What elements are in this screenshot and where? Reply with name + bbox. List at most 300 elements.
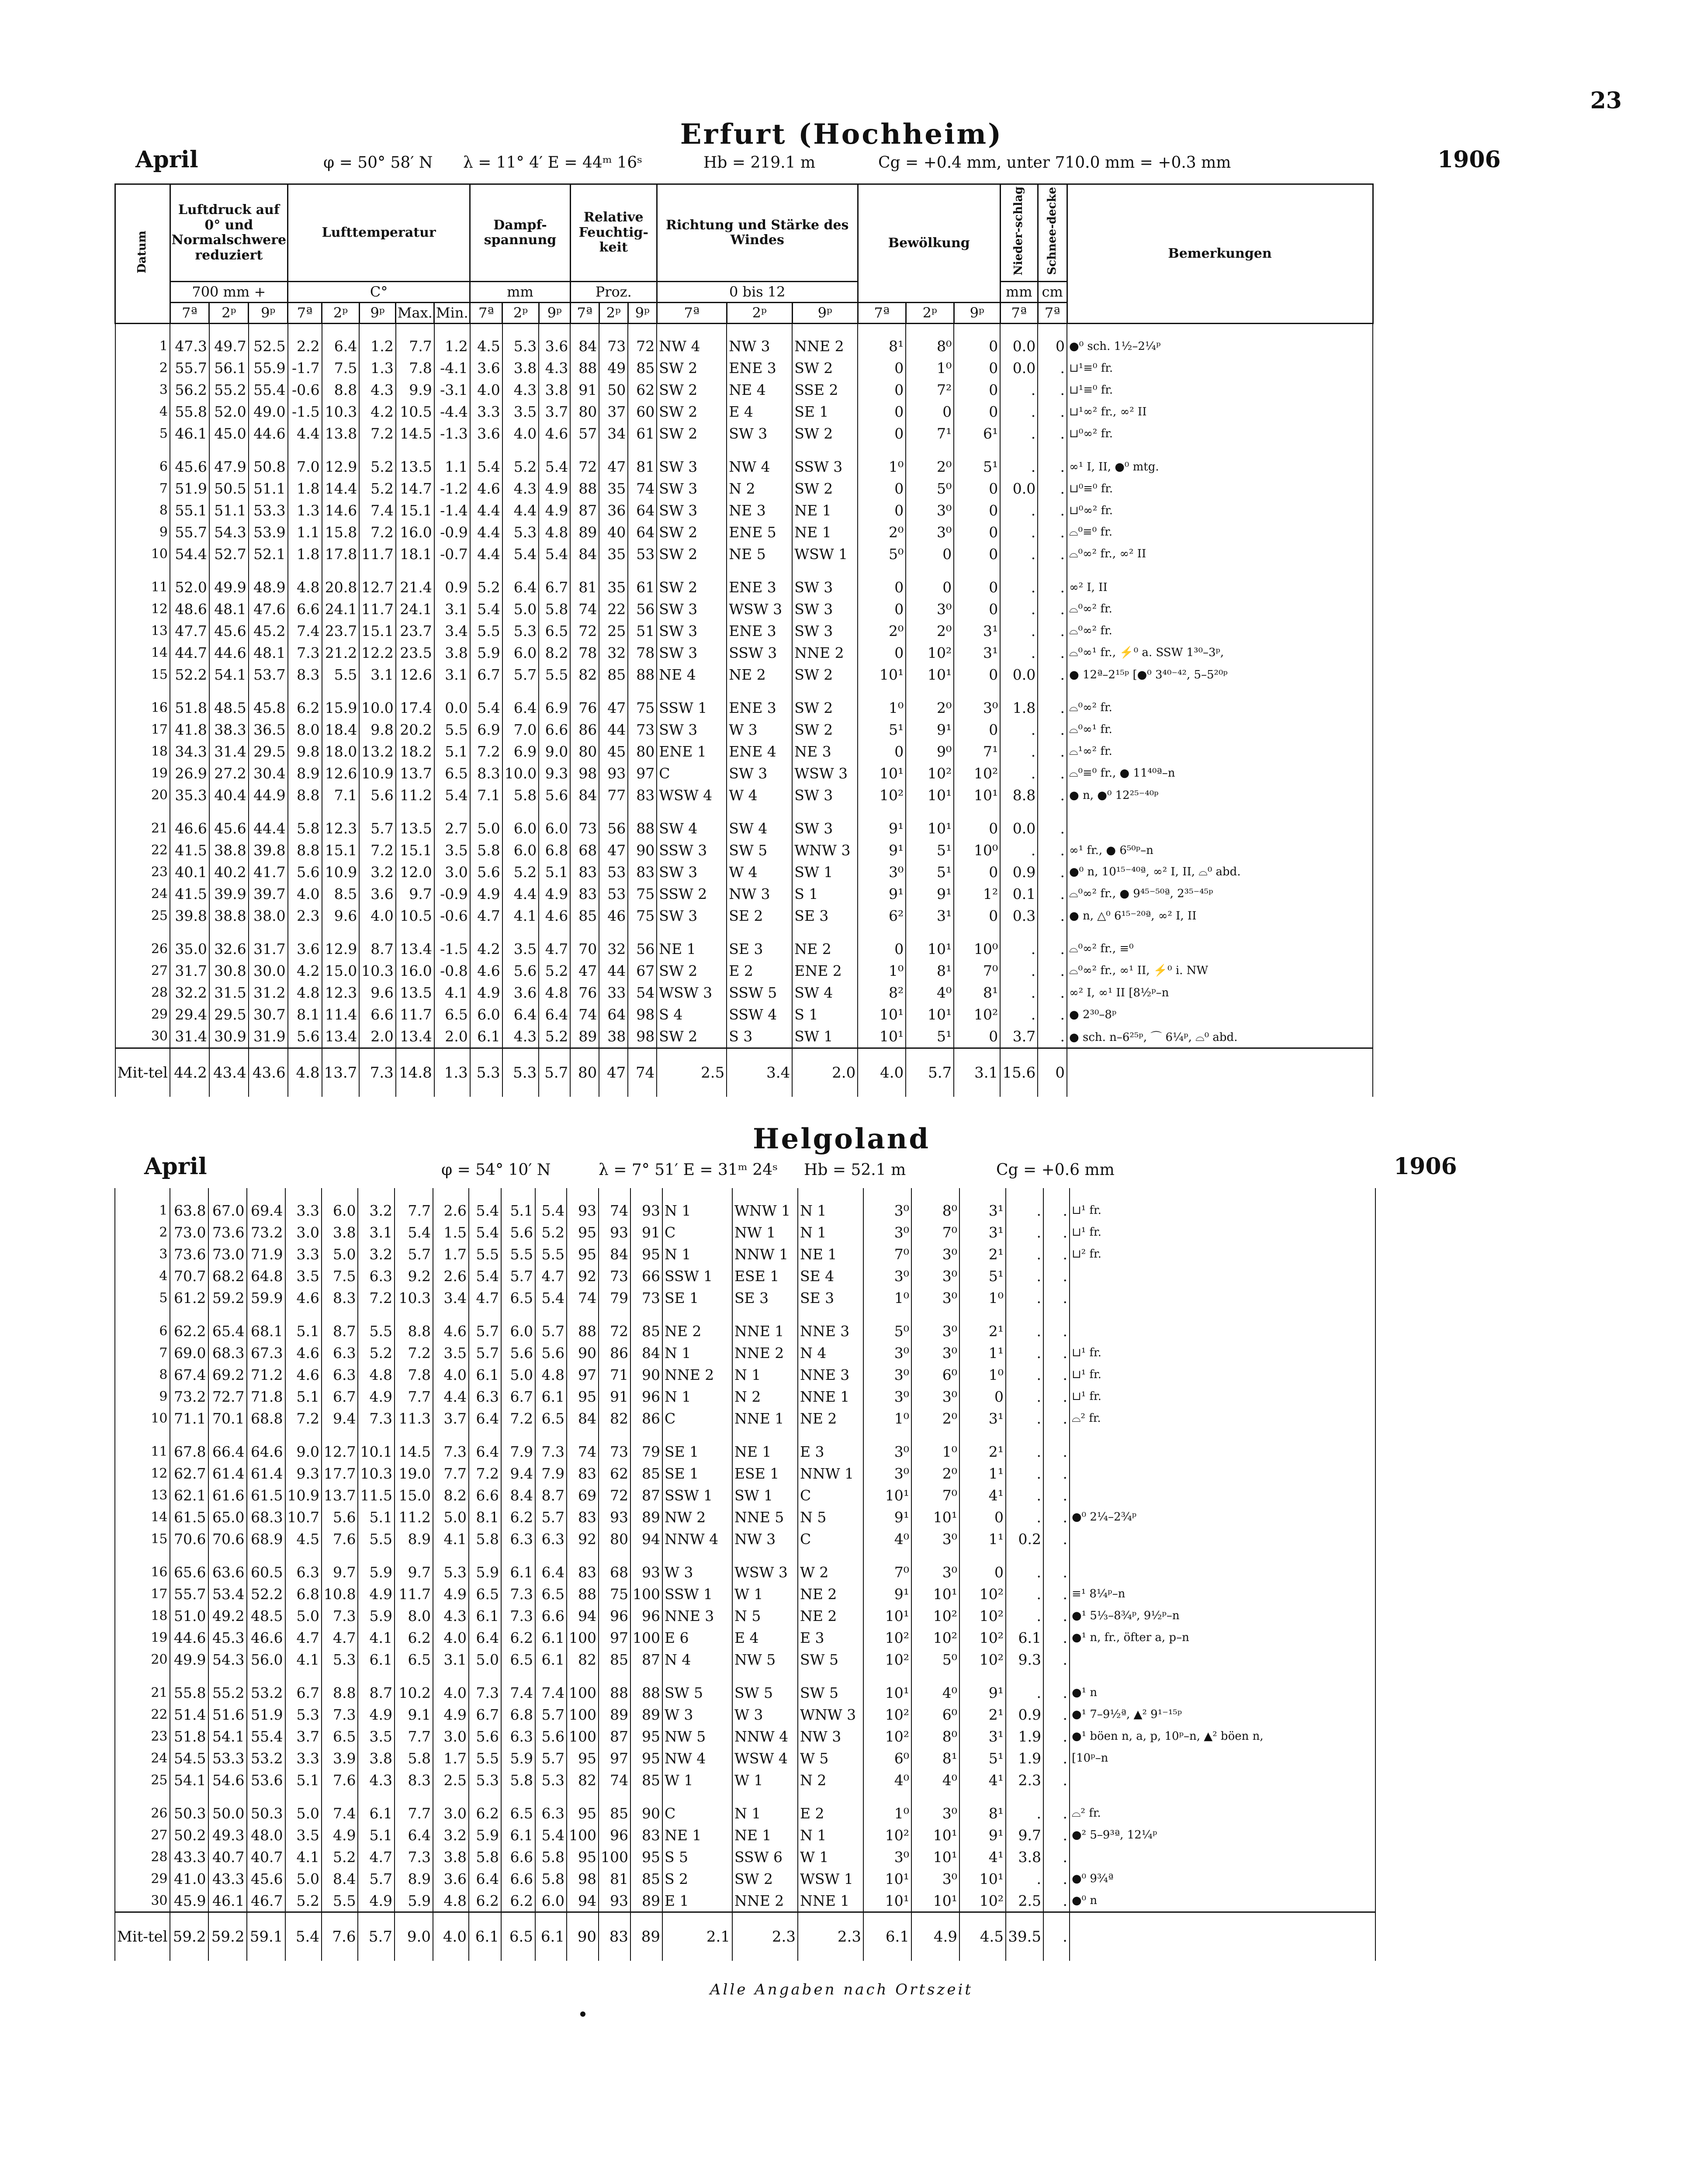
date-cell: 28 — [115, 1846, 170, 1868]
data-cell: 31.4 — [209, 741, 249, 763]
mean-cell: 15.6 — [1000, 1048, 1038, 1097]
spacer-cell — [115, 445, 170, 456]
data-cell: 4.9 — [539, 500, 570, 522]
data-cell: SW 2 — [792, 719, 858, 741]
spacer-cell — [1038, 565, 1067, 577]
spacer-cell — [115, 1791, 170, 1802]
data-cell: 5.0 — [285, 1802, 322, 1824]
spacer-cell — [1006, 1429, 1043, 1441]
data-cell: 6⁰ — [863, 1747, 911, 1769]
table-helgoland — [114, 1188, 1376, 1961]
data-cell: 0 — [906, 401, 954, 423]
data-cell: 4.3 — [433, 1605, 469, 1627]
data-cell: 1² — [954, 883, 1000, 905]
data-cell: . — [1038, 642, 1067, 664]
data-cell: 5.4 — [535, 1287, 567, 1309]
data-cell: 17.7 — [322, 1462, 358, 1484]
data-cell: 69 — [567, 1484, 599, 1506]
data-cell: . — [1043, 1769, 1070, 1791]
data-cell: . — [1043, 1188, 1070, 1221]
data-cell: 4.3 — [359, 379, 395, 401]
data-cell: 10.5 — [396, 401, 434, 423]
remark-cell: ⌓⁰∞² fr. — [1067, 598, 1373, 620]
station-title-erfurt: Erfurt (Hochheim) — [680, 118, 1003, 151]
data-cell: 50 — [599, 379, 628, 401]
page-number: 23 — [1590, 87, 1622, 114]
data-cell: 4.4 — [433, 1386, 469, 1407]
data-cell: NE 2 — [662, 1320, 732, 1342]
spacer-cell — [959, 1791, 1006, 1802]
data-cell: 73.0 — [208, 1243, 247, 1265]
spacer-cell — [115, 927, 170, 938]
data-cell: 4.0 — [359, 905, 395, 927]
data-cell: ENE 3 — [727, 577, 792, 598]
data-cell: 84 — [599, 1243, 630, 1265]
data-cell: . — [1006, 1441, 1043, 1462]
data-cell: 94 — [567, 1890, 599, 1912]
data-cell: . — [1038, 861, 1067, 883]
data-cell: 6.6 — [535, 1605, 567, 1627]
data-cell: 35 — [599, 478, 628, 500]
data-cell: . — [1043, 1648, 1070, 1670]
data-cell: 5.0 — [501, 1364, 535, 1386]
data-cell: 85 — [599, 664, 628, 686]
data-cell: 10.3 — [395, 1287, 433, 1309]
data-cell: 3.9 — [322, 1747, 358, 1769]
data-cell: 22 — [599, 598, 628, 620]
spacer-cell — [628, 565, 657, 577]
data-cell: 74 — [599, 1188, 630, 1221]
data-cell: SW 4 — [727, 818, 792, 840]
data-cell: 4.4 — [288, 423, 322, 445]
data-cell: 0 — [959, 1561, 1006, 1583]
data-cell: 10¹ — [911, 1824, 959, 1846]
data-cell: 51.4 — [170, 1704, 208, 1725]
data-cell: . — [1006, 1802, 1043, 1824]
data-cell: 51.8 — [170, 1725, 208, 1747]
data-cell: 44.6 — [170, 1627, 208, 1648]
data-cell: 3⁰ — [911, 1320, 959, 1342]
data-cell: 4.9 — [358, 1704, 394, 1725]
data-cell: 5.5 — [434, 719, 470, 741]
data-cell: 10.9 — [322, 861, 360, 883]
spacer-cell — [863, 1670, 911, 1682]
data-cell: 3⁰ — [911, 1528, 959, 1550]
spacer-cell — [732, 1670, 798, 1682]
data-cell: 3.3 — [470, 401, 502, 423]
data-cell: 9¹ — [863, 1583, 911, 1605]
data-cell: 73 — [599, 1265, 630, 1287]
data-cell: 5.8 — [535, 1868, 567, 1890]
data-cell: . — [1038, 577, 1067, 598]
data-cell: 5.5 — [358, 1320, 394, 1342]
spacer-cell — [358, 1791, 394, 1802]
data-cell: 10² — [906, 642, 954, 664]
spacer-cell — [396, 806, 434, 818]
data-cell: 60.5 — [247, 1561, 285, 1583]
date-cell: 26 — [115, 1802, 170, 1824]
data-cell: 39.9 — [209, 883, 249, 905]
data-cell: 0 — [906, 577, 954, 598]
data-cell: 59.9 — [247, 1287, 285, 1309]
data-cell: 83 — [630, 1824, 662, 1846]
spacer-cell — [1043, 1670, 1070, 1682]
table-row — [115, 1364, 1375, 1386]
data-cell: 33 — [599, 982, 628, 1004]
data-cell: 5.2 — [359, 478, 395, 500]
remark-cell: ⊔¹∞² fr., ∞² II — [1067, 401, 1373, 423]
data-cell: 5.3 — [469, 1769, 501, 1791]
spacer-cell — [359, 445, 395, 456]
spacer-cell — [792, 445, 858, 456]
data-cell: 75 — [599, 1583, 630, 1605]
data-cell: 7.0 — [502, 719, 539, 741]
data-cell: 83 — [570, 861, 599, 883]
data-cell: 77 — [599, 784, 628, 806]
data-cell: 40.7 — [208, 1846, 247, 1868]
remark-cell: ● n, ●⁰ 12²⁵⁻⁴⁰ᵖ — [1067, 784, 1373, 806]
data-cell: 100 — [630, 1583, 662, 1605]
data-cell: 5.5 — [322, 664, 360, 686]
remark-cell: ⌓⁰≡⁰ fr., ● 11⁴⁰ª–n — [1067, 763, 1373, 784]
remark-cell: ⌓⁰∞² fr., ● 9⁴⁵⁻⁵⁰ª, 2³⁵⁻⁴⁵ᵖ — [1067, 883, 1373, 905]
data-cell: . — [1043, 1682, 1070, 1704]
mean-cell: 6.5 — [501, 1912, 535, 1961]
data-cell: 6.3 — [322, 1342, 358, 1364]
time-header: 2ᵖ — [502, 302, 539, 323]
data-cell: NW 4 — [727, 456, 792, 478]
data-cell: 94 — [567, 1605, 599, 1627]
data-cell: W 1 — [732, 1583, 798, 1605]
data-cell: 3.5 — [358, 1725, 394, 1747]
remark-cell: ●⁰ 2¼–2¾ᵖ — [1070, 1506, 1375, 1528]
data-cell: 4.4 — [502, 500, 539, 522]
data-cell: 8¹ — [858, 323, 906, 357]
time-header: 7ª — [858, 302, 906, 323]
spacer-cell — [858, 565, 906, 577]
date-cell: 29 — [115, 1868, 170, 1890]
data-cell: W 4 — [727, 784, 792, 806]
remark-cell: ●⁰ 9¾ª — [1070, 1868, 1375, 1890]
data-cell: 1⁰ — [911, 1441, 959, 1462]
mean-cell: 2.1 — [662, 1912, 732, 1961]
data-cell: 3.1 — [359, 664, 395, 686]
spacer-cell — [288, 686, 322, 697]
spacer-cell — [170, 686, 209, 697]
spacer-cell — [535, 1550, 567, 1561]
data-cell: 3.2 — [358, 1188, 394, 1221]
data-cell: WSW 3 — [732, 1561, 798, 1583]
data-cell: 67.3 — [247, 1342, 285, 1364]
data-cell: 80 — [570, 741, 599, 763]
data-cell: 56.2 — [170, 379, 209, 401]
data-cell: . — [1000, 620, 1038, 642]
data-cell: 90 — [628, 840, 657, 861]
spacer-cell — [858, 927, 906, 938]
data-cell: 12.7 — [359, 577, 395, 598]
data-cell: SE 3 — [727, 938, 792, 960]
data-cell: 78 — [628, 642, 657, 664]
spacer-cell — [954, 806, 1000, 818]
data-cell: 4.0 — [502, 423, 539, 445]
data-cell: SW 4 — [657, 818, 727, 840]
data-cell: 1.9 — [1006, 1725, 1043, 1747]
data-cell: 53.6 — [247, 1769, 285, 1791]
data-cell: 0 — [954, 543, 1000, 565]
remarks-header: Bemerkungen — [1067, 184, 1373, 324]
data-cell: -0.6 — [288, 379, 322, 401]
data-cell: SE 4 — [798, 1265, 863, 1287]
data-cell: 8.4 — [501, 1484, 535, 1506]
data-cell: 89 — [630, 1890, 662, 1912]
data-cell: 3¹ — [906, 905, 954, 927]
data-cell: 4.7 — [322, 1627, 358, 1648]
data-cell: 5.8 — [502, 784, 539, 806]
data-cell: 8.2 — [433, 1484, 469, 1506]
data-cell: 10¹ — [954, 784, 1000, 806]
spacer-cell — [798, 1550, 863, 1561]
data-cell: 88 — [630, 1682, 662, 1704]
data-cell: 32.6 — [209, 938, 249, 960]
data-cell: 35.3 — [170, 784, 209, 806]
data-cell: N 2 — [732, 1386, 798, 1407]
spacer-cell — [358, 1550, 394, 1561]
data-cell: . — [1000, 543, 1038, 565]
data-cell: 76 — [570, 697, 599, 719]
table-row — [115, 1802, 1375, 1824]
table-row — [115, 840, 1373, 861]
data-cell: 7.2 — [359, 840, 395, 861]
data-cell: 9.6 — [359, 982, 395, 1004]
data-cell: . — [1006, 1561, 1043, 1583]
data-cell: 51 — [628, 620, 657, 642]
spacer-cell — [433, 1670, 469, 1682]
data-cell: 5.1 — [539, 861, 570, 883]
data-cell: 1¹ — [959, 1342, 1006, 1364]
data-cell: 6.0 — [535, 1890, 567, 1912]
data-cell: 32 — [599, 938, 628, 960]
data-cell: 64 — [628, 500, 657, 522]
data-cell: 57 — [570, 423, 599, 445]
data-cell: . — [1006, 1583, 1043, 1605]
data-cell: 85 — [630, 1868, 662, 1890]
mean-cell: 9.0 — [395, 1912, 433, 1961]
mean-cell: 83 — [599, 1912, 630, 1961]
data-cell: -1.7 — [288, 357, 322, 379]
time-header: 2ᵖ — [599, 302, 628, 323]
data-cell: 5.9 — [358, 1561, 394, 1583]
data-cell: SSW 2 — [657, 883, 727, 905]
data-cell: 6.1 — [535, 1627, 567, 1648]
date-cell: 21 — [115, 818, 170, 840]
data-cell: WSW 3 — [792, 763, 858, 784]
mean-cell: 44.2 — [170, 1048, 209, 1097]
data-cell: 4.2 — [288, 960, 322, 982]
data-cell: 4.1 — [433, 1528, 469, 1550]
mean-cell: 2.5 — [657, 1048, 727, 1097]
data-cell: 31.5 — [209, 982, 249, 1004]
spacer-cell — [657, 565, 727, 577]
data-cell: 0.0 — [1000, 664, 1038, 686]
data-cell: 7.8 — [395, 1364, 433, 1386]
data-cell: 4.3 — [502, 478, 539, 500]
spacer-cell — [501, 1791, 535, 1802]
spacer-cell — [535, 1670, 567, 1682]
data-cell: 73 — [599, 1441, 630, 1462]
data-cell: 85 — [630, 1462, 662, 1484]
data-cell: . — [1000, 522, 1038, 543]
remark-cell: ●¹ n — [1070, 1682, 1375, 1704]
data-cell: 5.2 — [502, 456, 539, 478]
data-cell: NNE 3 — [798, 1364, 863, 1386]
remark-cell: ⊔¹≡⁰ fr. — [1067, 379, 1373, 401]
data-cell: 11.2 — [395, 1506, 433, 1528]
spacer-cell — [247, 1791, 285, 1802]
year-label: 1906 — [1437, 146, 1501, 173]
data-cell: 3.4 — [433, 1287, 469, 1309]
mean-row — [115, 1912, 1375, 1961]
data-cell: 95 — [567, 1386, 599, 1407]
data-cell: 9.1 — [395, 1704, 433, 1725]
data-cell: 16.0 — [396, 522, 434, 543]
data-cell: WNW 3 — [798, 1704, 863, 1725]
data-cell: 69.2 — [208, 1364, 247, 1386]
table-row — [115, 456, 1373, 478]
data-cell: 43.3 — [208, 1868, 247, 1890]
data-cell: 30.9 — [209, 1026, 249, 1048]
data-cell: 6.5 — [539, 620, 570, 642]
data-cell: NNE 2 — [732, 1890, 798, 1912]
data-cell: 3.3 — [285, 1243, 322, 1265]
data-cell: 34.3 — [170, 741, 209, 763]
spacer-cell — [727, 565, 792, 577]
spacer-cell — [208, 1309, 247, 1320]
data-cell: 5.4 — [395, 1221, 433, 1243]
data-cell: 7.1 — [322, 784, 360, 806]
data-cell: 5.4 — [535, 1824, 567, 1846]
data-cell: 5.0 — [285, 1868, 322, 1890]
data-cell: 4.8 — [358, 1364, 394, 1386]
data-cell: -0.9 — [434, 522, 470, 543]
date-cell: 18 — [115, 1605, 170, 1627]
data-cell: NE 2 — [798, 1605, 863, 1627]
data-cell: 4.3 — [539, 357, 570, 379]
data-cell: 3⁰ — [906, 500, 954, 522]
data-cell: 88 — [570, 478, 599, 500]
data-cell: N 1 — [662, 1386, 732, 1407]
data-cell: 27.2 — [209, 763, 249, 784]
data-cell: SW 2 — [657, 543, 727, 565]
spacer-cell — [662, 1309, 732, 1320]
data-cell: 6⁰ — [911, 1704, 959, 1725]
data-cell: 19.0 — [395, 1462, 433, 1484]
data-cell: 5.0 — [469, 1648, 501, 1670]
data-cell: 6.9 — [539, 697, 570, 719]
time-header: 7ª — [570, 302, 599, 323]
data-cell: 84 — [567, 1407, 599, 1429]
data-cell: 3.5 — [433, 1342, 469, 1364]
table-row — [115, 1605, 1375, 1627]
date-cell: 18 — [115, 741, 170, 763]
data-cell: 6.4 — [469, 1407, 501, 1429]
data-cell: 50.8 — [249, 456, 288, 478]
data-cell: 9¹ — [959, 1682, 1006, 1704]
data-cell: SW 2 — [792, 697, 858, 719]
data-cell: 86 — [570, 719, 599, 741]
data-cell: 9.7 — [396, 883, 434, 905]
data-cell: 51.9 — [247, 1704, 285, 1725]
remark-cell — [1070, 1265, 1375, 1287]
spacer-cell — [470, 806, 502, 818]
data-cell: . — [1038, 1004, 1067, 1026]
data-cell: 0 — [858, 642, 906, 664]
data-cell: 81 — [570, 577, 599, 598]
data-cell: 7¹ — [906, 423, 954, 445]
spacer-cell — [1000, 686, 1038, 697]
data-cell: 9.8 — [359, 719, 395, 741]
spacer-cell — [396, 445, 434, 456]
data-cell: NNE 2 — [792, 323, 858, 357]
data-cell: 4.5 — [285, 1528, 322, 1550]
date-header — [115, 184, 170, 324]
table-row — [115, 1004, 1373, 1026]
spacer-cell — [539, 806, 570, 818]
data-cell: 93 — [599, 763, 628, 784]
data-cell: WSW 1 — [798, 1868, 863, 1890]
data-cell: 51.1 — [209, 500, 249, 522]
data-cell: 5¹ — [906, 840, 954, 861]
max-header: Max. — [396, 302, 434, 323]
data-cell: 61 — [628, 577, 657, 598]
data-cell: 10¹ — [858, 1004, 906, 1026]
data-cell: 6.4 — [502, 1004, 539, 1026]
date-cell: 22 — [115, 1704, 170, 1725]
spacer-cell — [567, 1670, 599, 1682]
spacer-cell — [662, 1670, 732, 1682]
table-row — [115, 938, 1373, 960]
data-cell: 10² — [911, 1627, 959, 1648]
data-cell: 83 — [567, 1506, 599, 1528]
data-cell: 87 — [599, 1725, 630, 1747]
data-cell: 13.5 — [396, 982, 434, 1004]
data-cell: 30.4 — [249, 763, 288, 784]
data-cell: 5.7 — [502, 664, 539, 686]
data-cell: 5.3 — [433, 1561, 469, 1583]
data-cell: . — [1043, 1890, 1070, 1912]
data-cell: 3⁰ — [863, 1188, 911, 1221]
data-cell: 7.3 — [288, 642, 322, 664]
data-cell: 74 — [570, 1004, 599, 1026]
remark-cell — [1067, 818, 1373, 840]
data-cell: -1.2 — [434, 478, 470, 500]
data-cell: 5.8 — [501, 1769, 535, 1791]
data-cell: SE 1 — [662, 1287, 732, 1309]
spacer-cell — [501, 1429, 535, 1441]
data-cell: 6.4 — [539, 1004, 570, 1026]
data-cell: SW 3 — [657, 905, 727, 927]
data-cell: NE 1 — [798, 1243, 863, 1265]
mean-cell — [1067, 1048, 1373, 1097]
spacer-cell — [502, 445, 539, 456]
data-cell: 6.0 — [539, 818, 570, 840]
spacer-cell — [470, 927, 502, 938]
spacer-cell — [599, 927, 628, 938]
data-cell: 12.3 — [322, 818, 360, 840]
data-cell: 69.0 — [170, 1342, 208, 1364]
data-cell: 4.9 — [470, 982, 502, 1004]
data-cell: 46.1 — [170, 423, 209, 445]
data-cell: SSW 1 — [657, 697, 727, 719]
